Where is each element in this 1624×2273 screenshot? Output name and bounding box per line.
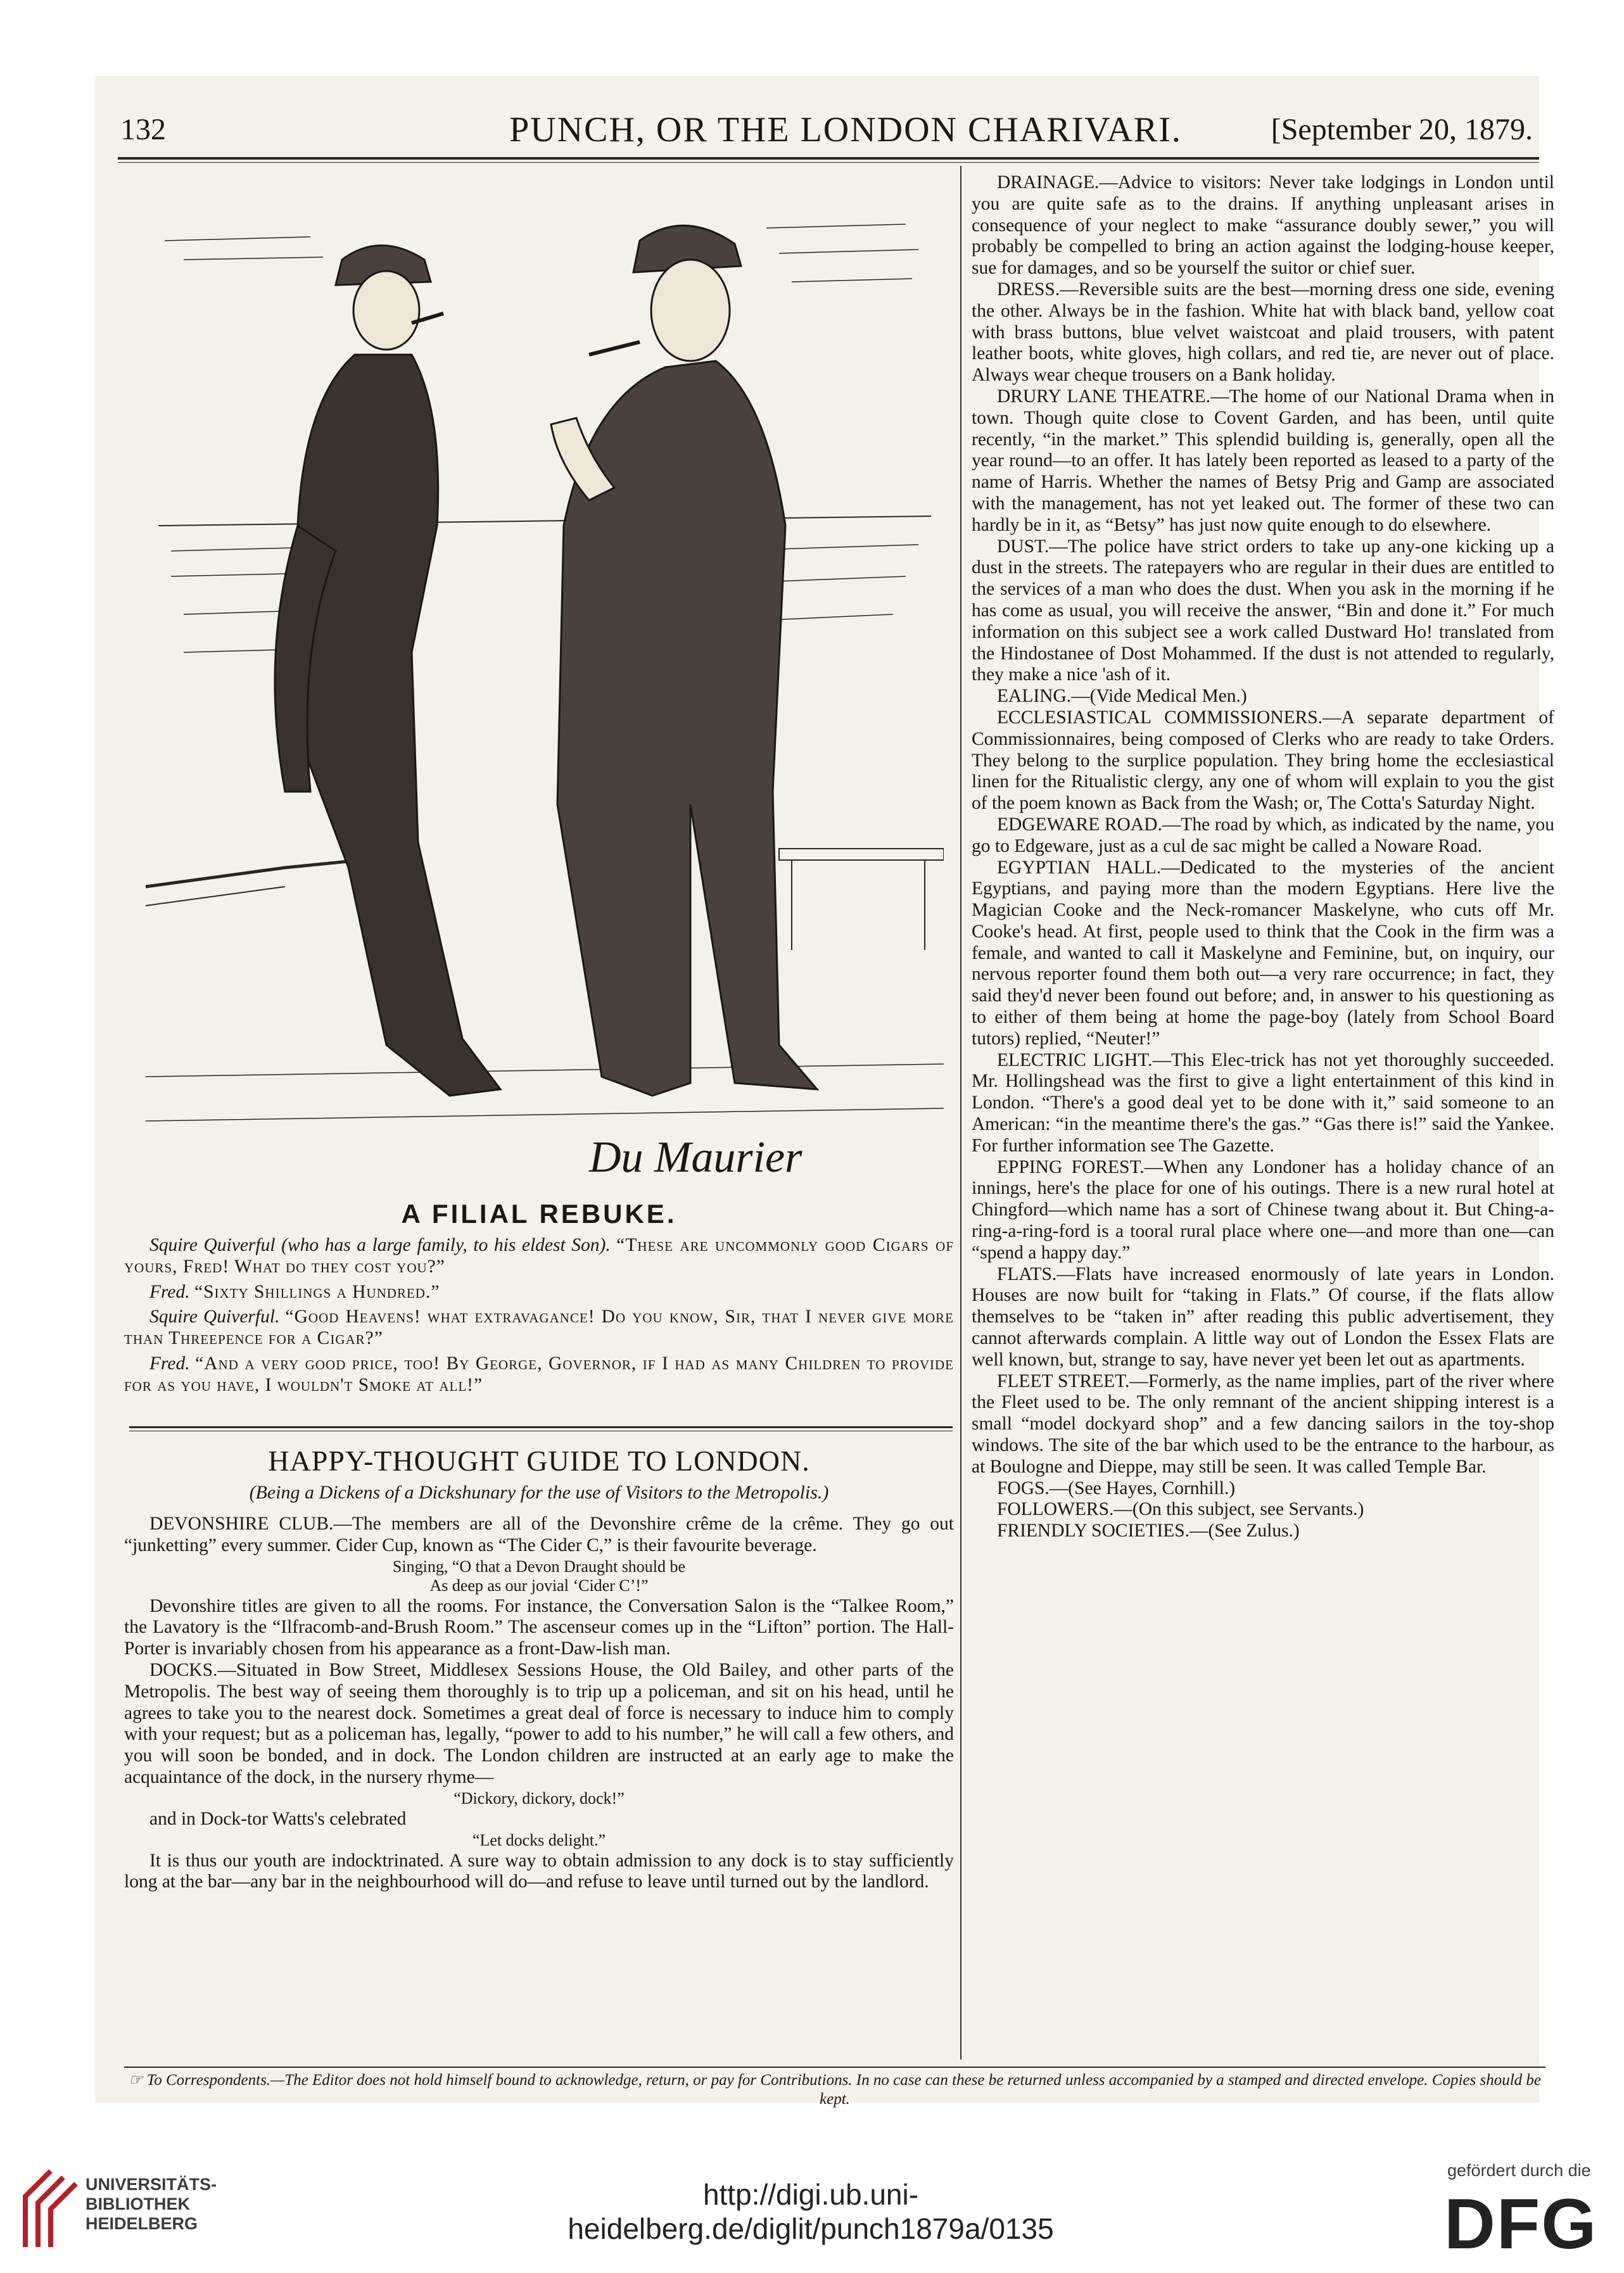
- entry-paragraph: EPPING FOREST.—When any Londoner has a holiday chance of an innings, here's the place for one of his outings. There is a new rural hotel at Chingford—which name has a sort of Chinese twang about it. But Ching-a-ring-a-ring-ford is a tooral rural place where one—and more than one—can “spend a happy day.”: [972, 1156, 1554, 1263]
- article-left-column: [124, 1514, 954, 1893]
- caption-line: Fred. “Sixty Shillings a Hundred.”: [149, 1281, 440, 1302]
- entry-paragraph: and in Dock-tor Watts's celebrated: [149, 1808, 407, 1829]
- header-rule: [118, 157, 1539, 160]
- page-number: 132: [120, 113, 166, 146]
- entry-paragraph: FOGS.—(See Hayes, Cornhill.): [997, 1478, 1236, 1498]
- figure-fred: [275, 246, 500, 1096]
- cartoon-title: A FILIAL REBUKE.: [401, 1199, 677, 1229]
- cartoon-caption: [124, 1235, 954, 1400]
- verse-line: “Dickory, dickory, dock!”: [454, 1789, 625, 1808]
- library-logo-icon: [13, 2165, 82, 2253]
- issue-date: [September 20, 1879.: [1271, 113, 1533, 146]
- cartoon-drawing: [146, 171, 944, 1191]
- masthead-title: PUNCH, OR THE LONDON CHARIVARI.: [509, 110, 1182, 149]
- entry-paragraph: DOCKS.—Situated in Bow Street, Middlesex Sessions House, the Old Bailey, and other parts of the Metropolis. The best way of seeing them thoroughly is to trip up a policeman, and sit on his head, until he agrees to take you to the nearest dock. Sometimes a great deal of force is necessary to induce him to comply with your request; but as a policeman has, legally, “power to add to his number,” he will call a few others, and you will soon be bonded, and in dock. The London children are instructed at an early age to make the acquaintance of the dock, in the nursery rhyme—: [124, 1659, 954, 1787]
- entry-paragraph: DRAINAGE.—Advice to visitors: Never take lodgings in London until you are quite safe as to the drains. If anything unpleasant arises in consequence of your neglect to make “assurance doubly sewer,” you will probably be compelled to bring an action against the lodging-house keeper, sue for damages, and so be yourself the suitor or chief suer.: [972, 172, 1554, 279]
- funded-by-label: gefördert durch die: [1447, 2161, 1591, 2180]
- entry-paragraph: ECCLESIASTICAL COMMISSIONERS.—A separate department of Commissionnaires, being composed of Clerks who are ready to take Orders. They belong to the surplice population. They bring home the ecclesiastical linen for the Ritualistic clergy, any one of whom will explain to you the gist of the poem known as Back from the Wash; or, The Cotta's Saturday Night.: [972, 707, 1554, 814]
- entry-paragraph: DRESS.—Reversible suits are the best—morning dress one side, evening the other. Always be in the fashion. White hat with black band, yellow coat with brass buttons, blue velvet waistcoat and plaid trousers, with patent leather boots, white gloves, high collars, and red tie, are never out of place. Always wear cheque trousers on a Bank holiday.: [972, 279, 1554, 386]
- caption-line: Squire Quiverful. “Good Heavens! what extravagance! Do you know, Sir, that I never give more than Threepence for a Cigar?”: [124, 1307, 955, 1349]
- entry-paragraph: DEVONSHIRE CLUB.—The members are all of the Devonshire crême de la crême. They go out “junketting” every summer. Cider Cup, known as “The Cider C,” is their favourite beverage.: [124, 1514, 954, 1555]
- entry-paragraph: Devonshire titles are given to all the rooms. For instance, the Conversation Salon is the “Talkee Room,” the Lavatory is the “Ilfracomb-and-Brush Room.” The ascenseur comes up in the “Lifton” portion. The Hall-Porter is invariably chosen from his appearance as a front-Daw-lish man.: [124, 1595, 954, 1659]
- entry-paragraph: DUST.—The police have strict orders to take up any-one kicking up a dust in the streets. The ratepayers who are regular in their dues are entitled to the services of a man who does the dust. When you ask in the morning if he has come as usual, you will receive the answer, “Bin and done it.” For much information on this subject see a work called Dustward Ho! translated from the Hindostanee of Dost Mohammed. If the dust is not attended to regularly, they make a nice 'ash of it.: [972, 536, 1554, 685]
- entry-paragraph: FRIENDLY SOCIETIES.—(See Zulus.): [997, 1521, 1300, 1542]
- entry-paragraph: EALING.—(Vide Medical Men.): [997, 686, 1247, 707]
- entry-paragraph: EGYPTIAN HALL.—Dedicated to the mysteries of the ancient Egyptians, and paying more than the modern Egyptians. Here live the Magician Cooke and the Neck-romancer Maskelyne, who cuts off Mr. Cooke's head. At first, people used to think that the Cook in the firm was a female, and wanted to call it Maskelyne and Feminine, but, on inquiry, our nervous reporter found them both out—a very rare occurrence; in fact, they said they'd never been found out before; and, in answer to his questioning as to either of them being at home the page-boy (lately from School Board tutors) replied, “Neuter!”: [972, 857, 1554, 1049]
- entry-paragraph: It is thus our youth are indocktrinated. A sure way to obtain admission to any dock is to stay sufficiently long at the bar—any bar in the neighbourhood will do—and refuse to leave until turned out by the landlord.: [124, 1850, 954, 1892]
- artist-signature: Du Maurier: [589, 1133, 802, 1182]
- entry-paragraph: FLEET STREET.—Formerly, as the name implies, part of the river where the Fleet used to be. The only remnant of the ancient shipping interest is a small “model dockyard shop” and a few dancing sailors in the toy-shop windows. The site of the bar which used to be the entrance to the harbour, as at Boulogne and Dieppe, may still be seen. It was called Temple Bar.: [972, 1371, 1554, 1477]
- verse-line: Singing, “O that a Devon Draught should be: [392, 1557, 686, 1576]
- section-divider: [129, 1426, 953, 1428]
- entry-paragraph: FOLLOWERS.—(On this subject, see Servants.): [997, 1499, 1364, 1520]
- article-right-column: [972, 172, 1554, 1542]
- caption-line: Squire Quiverful (who has a large family, to his eldest Son). “These are uncommonly good Cigars of yours, Fred! What do they cost you?”: [124, 1235, 955, 1277]
- entry-paragraph: EDGEWARE ROAD.—The road by which, as indicated by the name, you go to Edgeware, just as a cul de sac might be called a Noware Road.: [972, 814, 1554, 856]
- correspondents-notice: ☞ To Correspondents.—The Editor does not hold himself bound to acknowledge, return, or pay for Contributions. In no case can these be returned unless accompanied by a stamped and directed envelope. Copies should be kept.: [128, 2072, 1542, 2108]
- verse-line: “Let docks delight.”: [472, 1830, 606, 1849]
- footer-rule: [124, 2067, 1545, 2068]
- column-rule: [960, 166, 961, 2060]
- permalink-url[interactable]: http://digi.ub.uni-heidelberg.de/diglit/punch1879a/0135: [568, 2178, 1054, 2245]
- figure-squire: [551, 225, 817, 1096]
- header-rule-thin: [118, 162, 1539, 163]
- dfg-logo: DFG: [1444, 2184, 1598, 2264]
- entry-paragraph: ELECTRIC LIGHT.—This Elec-trick has not yet thoroughly succeeded. Mr. Hollingshead was the first to give a light entertainment of this kind in London. “There's a good deal yet to be done with it,” said someone to an American: “in the meantime there's the gas.” “Gas there is!” said the Yankee. For further information see The Gazette.: [972, 1049, 1554, 1156]
- article-title: HAPPY-THOUGHT GUIDE TO LONDON.: [268, 1445, 810, 1477]
- library-name: UNIVERSITÄTS- BIBLIOTHEK HEIDELBERG: [86, 2175, 217, 2233]
- verse-line: As deep as our jovial ‘Cider C’!”: [429, 1576, 649, 1595]
- cartoon-illustration: [146, 171, 944, 1191]
- entry-paragraph: DRURY LANE THEATRE.—The home of our National Drama when in town. Though quite close to Covent Garden, and has been, until quite recently, “in the market.” This splendid building is, generally, open all the year round—to an offer. It has lately been reported as leased to a party of the name of Harris. Whether the names of Betsy Prig and Gamp are associated with the management, has not yet leaked out. The former of these two can hardly be in it, as “Betsy” has just now quite enough to do elsewhere.: [972, 386, 1554, 535]
- caption-line: Fred. “And a very good price, too! By George, Governor, if I had as many Children to provide for as you have, I wouldn't Smoke at all!”: [124, 1353, 955, 1395]
- article-subtitle: (Being a Dickens of a Dickshunary for the use of Visitors to the Metropolis.): [249, 1482, 829, 1503]
- entry-paragraph: FLATS.—Flats have increased enormously of late years in London. Houses are now built for “taking in Flats.” Of course, if the flats allow themselves to be “taken in” after reading this public advertisement, they cannot afterwards complain. A little way out of London the Essex Flats are well known, but, strange to say, have never yet been let out as apartments.: [972, 1263, 1554, 1370]
